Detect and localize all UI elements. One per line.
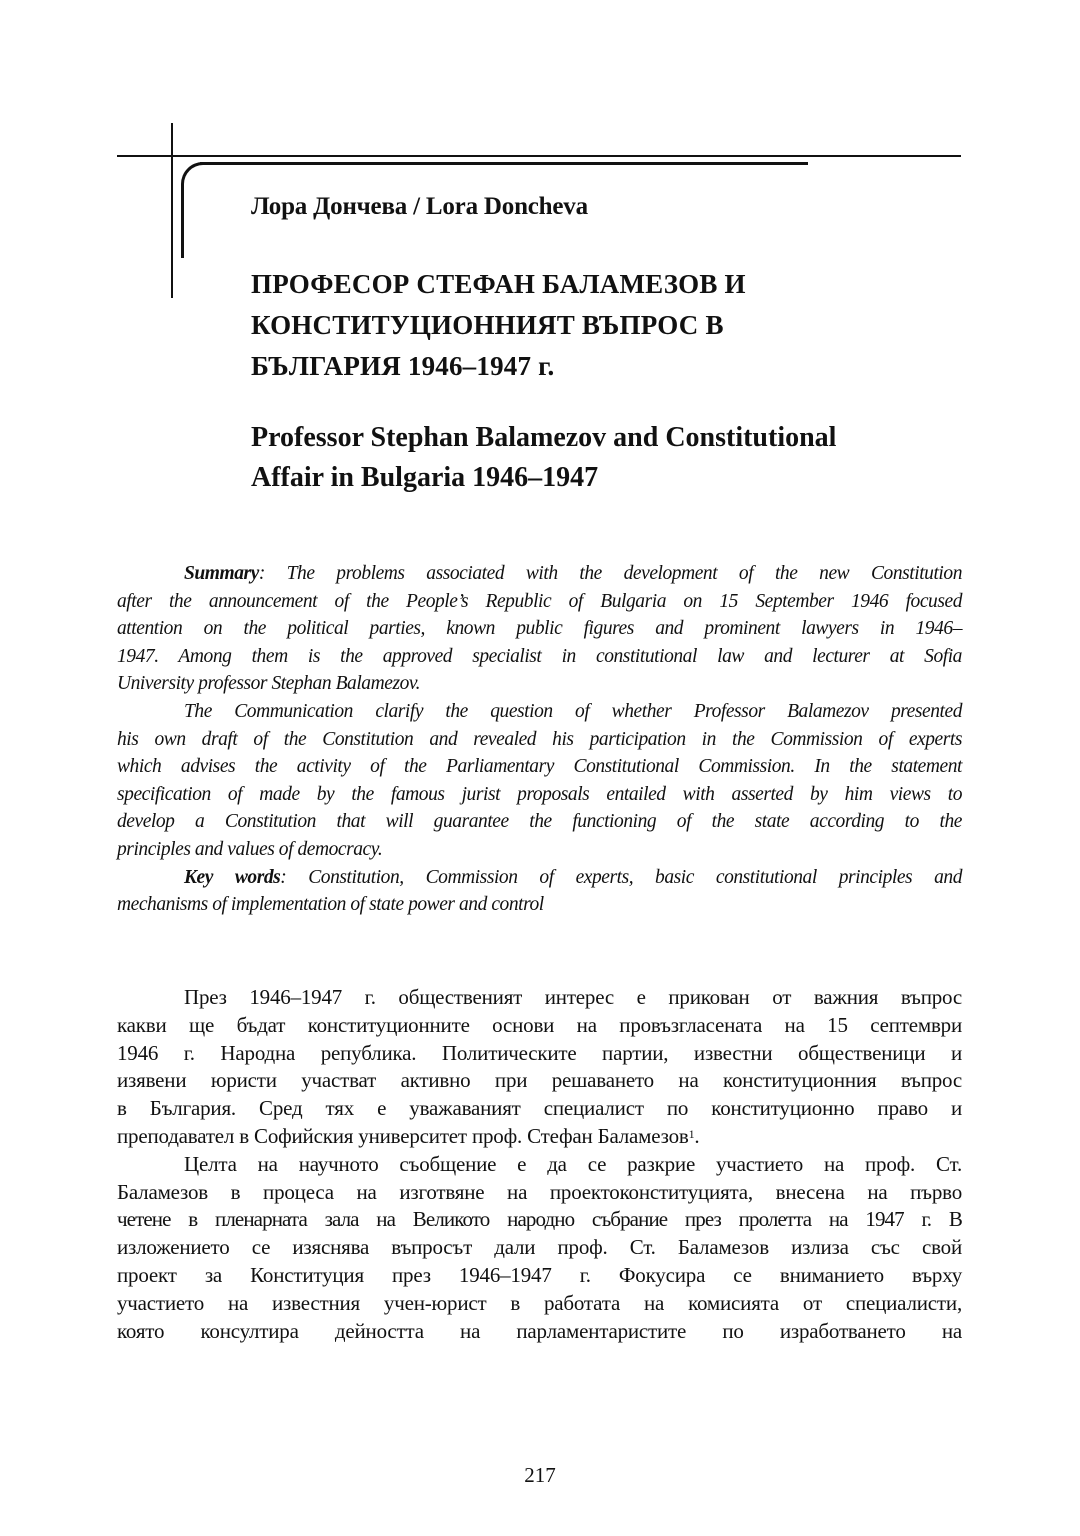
body-line: четене в пленарната зала на Великото народно събрание през пролетта на 1947 г. В [117,1207,962,1232]
summary-line: his own draft of the Constitution and revealed his participation in the Commission of experts [117,728,962,750]
summary-line: after the announcement of the People’s Republic of Bulgaria on 15 September 1946 focused [117,590,962,612]
header-rule [117,155,961,157]
keywords-line: Key words: Constitution, Commission of experts, basic constitutional principles and [184,866,962,888]
inner-vertical-rule [181,190,184,258]
body-line: Баламезов в процеса на изготвяне на проектоконституцията, внесена на първо [117,1179,962,1204]
summary-line: Summary: The problems associated with the development of the new Constitution [184,563,962,584]
article-title-en [251,418,836,498]
title-line: Affair in Bulgaria 1946–1947 [251,462,599,493]
summary-line: The Communication clarify the question of whether Professor Balamezov presented [184,700,962,722]
summary-line: 1947. Among them is the approved specialist in constitutional law and lecturer at Sofia [117,645,962,667]
summary-line: develop a Constitution that will guarantee the functioning of the state according to the [117,811,962,833]
author: Лора Дончева / Lora Doncheva [251,193,588,220]
body-line: изявени юристи участват активно при решаването на конституционния въпрос [117,1068,962,1093]
article-title-bg [251,264,746,387]
summary-label: Summary [184,563,259,584]
inner-rule-corner [181,162,224,205]
summary-line: University professor Stephan Balamezov. [117,673,421,695]
keywords-line: mechanisms of implementation of state power and control [117,894,544,916]
title-line: ПРОФЕСОР СТЕФАН БАЛАМЕЗОВ И [251,269,746,299]
summary-line: principles and values of democracy. [117,838,383,860]
body-line: която консултира дейността на парламентаристите по изработването на [117,1318,962,1343]
body-line: През 1946–1947 г. общественият интерес е прикован от важния въпрос [184,985,962,1009]
body-line: 1946 г. Народна република. Политическите партии, известни общественици и [117,1040,962,1065]
body-line: преподавател в Софийския университет проф. Стефан Баламезов$^1$. [117,1123,700,1148]
body-line: в България. Сред тях е уважаваният специалист по конституционно право и [117,1096,962,1121]
body-line: изложението се изяснява въпросът дали проф. Ст. Баламезов излиза със свой [117,1235,962,1260]
body-line: участието на известния учен-юрист в работата на комисията от специалисти, [117,1290,962,1315]
title-line: БЪЛГАРИЯ 1946–1947 г. [251,351,555,381]
summary-line: attention on the political parties, known public figures and prominent lawyers in 1946– [117,618,962,640]
title-line: Professor Stephan Balamezov and Constitutional [251,422,837,453]
header-vertical-rule [171,123,173,298]
footnote-ref[interactable]: 1 [688,1126,695,1141]
body-text [117,984,962,1345]
inner-rule [200,162,808,165]
summary-line: which advises the activity of the Parliamentary Constitutional Commission. In the statement [117,756,962,778]
title-line: КОНСТИТУЦИОННИЯТ ВЪПРОС В [251,310,724,340]
summary [117,560,962,919]
body-line: какви ще бъдат конституционните основи на провъзгласената на 15 септември [117,1012,962,1037]
body-line: проект за Конституция през 1946–1947 г. Фокусира се вниманието върху [117,1262,962,1287]
summary-line: specification of made by the famous jurist proposals entailed with asserted by him views to [117,783,962,805]
body-line: Целта на научното съобщение е да се разкрие участието на проф. Ст. [184,1151,962,1176]
keywords-label: Key words [184,866,281,888]
page-number: 217 [524,1463,556,1487]
